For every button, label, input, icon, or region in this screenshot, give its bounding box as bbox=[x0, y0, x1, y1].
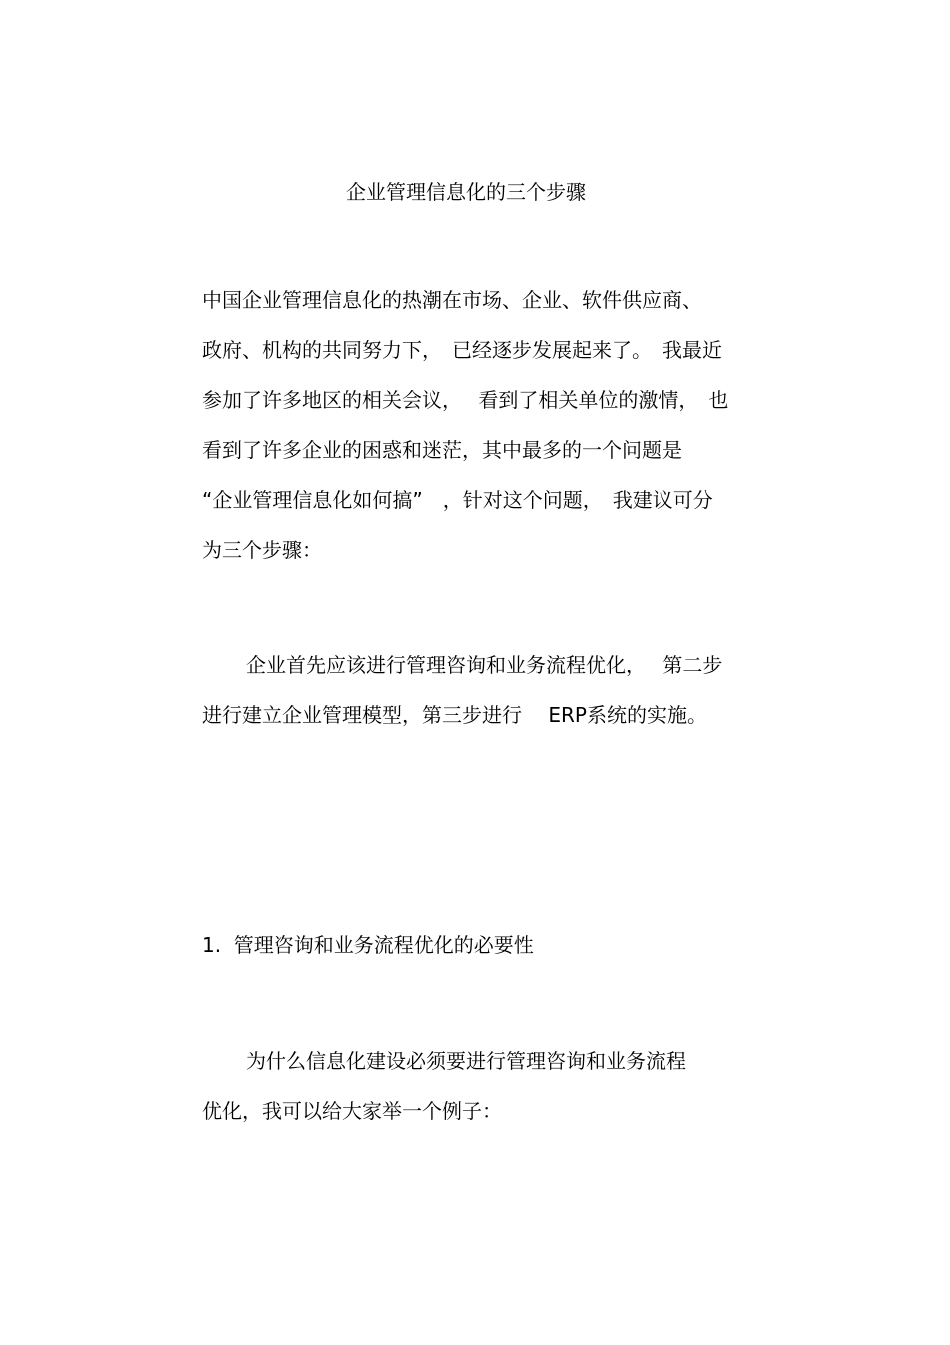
intro-line-1: 中国企业管理信息化的热潮在市场、企业、软件供应商、 bbox=[202, 288, 702, 312]
intro-line-3: 参加了许多地区的相关会议， 看到了相关单位的激情， 也 bbox=[202, 388, 729, 412]
section-line-1: 为什么信息化建设必须要进行管理咨询和业务流程 bbox=[246, 1049, 686, 1073]
intro-line-5: “企业管理信息化如何搞” ，针对这个问题， 我建议可分 bbox=[202, 488, 713, 512]
steps-line-2: 进行建立企业管理模型，第三步进行 ERP系统的实施。 bbox=[202, 703, 707, 727]
intro-line-4: 看到了许多企业的困惑和迷茫，其中最多的一个问题是 bbox=[202, 438, 682, 462]
intro-line-2: 政府、机构的共同努力下， 已经逐步发展起来了。 我最近 bbox=[202, 338, 722, 362]
section-line-2: 优化，我可以给大家举一个例子： bbox=[202, 1099, 502, 1123]
intro-line-6: 为三个步骤： bbox=[202, 538, 322, 562]
steps-line-1: 企业首先应该进行管理咨询和业务流程优化， 第二步 bbox=[246, 653, 723, 677]
section-heading: 1. 管理咨询和业务流程优化的必要性 bbox=[202, 933, 534, 957]
document-title: 企业管理信息化的三个步骤 bbox=[346, 180, 586, 204]
